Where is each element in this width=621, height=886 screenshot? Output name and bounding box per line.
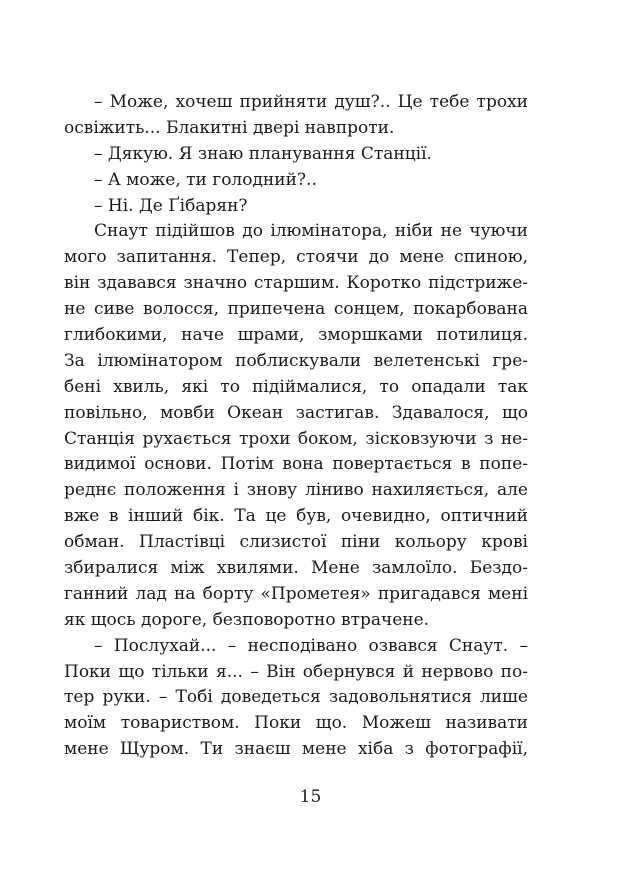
text-line: як щось дороге, безповоротно втрачене. bbox=[64, 609, 430, 630]
text-line: освіжить... Блакитні двері навпроти. bbox=[64, 117, 395, 138]
text-line: моїм товариством. Поки що. Можеш називати bbox=[64, 713, 528, 734]
text-line: За ілюмінатором поблискували велетенські гре- bbox=[64, 350, 528, 371]
text-line: – Може, хочеш прийняти душ?.. Це тебе трохи bbox=[94, 92, 528, 112]
text-line: – Послухай... – несподівано озвався Снаут. – bbox=[94, 635, 528, 656]
text-line: обман. Пластівці слизистої піни кольору крові bbox=[64, 532, 528, 553]
text-line: тер руки. – Тобі доведеться задовольнятися лише bbox=[64, 687, 528, 708]
text-line: мене Щуром. Ти знаєш мене хіба з фотографії, bbox=[64, 739, 528, 760]
text-line: видимої основи. Потім вона повертається в попе- bbox=[64, 454, 528, 475]
text-line: збиралися між хвилями. Мене замлоїло. Бездо- bbox=[64, 558, 528, 579]
text-line: Станція рухається трохи боком, зісковзуючи з не- bbox=[64, 428, 528, 449]
text-line: Поки що тільки я... – Він обернувся й нервово по- bbox=[64, 661, 528, 682]
text-line: – Дякую. Я знаю планування Станції. bbox=[94, 143, 432, 164]
text-line: глибокими, наче шрами, зморшками потилиця. bbox=[64, 325, 528, 346]
text-line: реднє положення і знову ліниво нахиляється, але bbox=[64, 480, 528, 501]
text-line: – А може, ти голодний?.. bbox=[94, 169, 317, 190]
text-line: ганний лад на борту «Прометея» пригадався мені bbox=[64, 583, 528, 604]
page-number: 15 bbox=[299, 787, 322, 807]
text-line: він здавався значно старшим. Коротко підстриже- bbox=[64, 273, 528, 294]
text-line: не сиве волосся, припечена сонцем, покарбована bbox=[64, 299, 528, 320]
page-body bbox=[64, 90, 528, 763]
text-line: Снаут підійшов до ілюмінатора, ніби не чуючи bbox=[94, 221, 528, 242]
text-line: мого запитання. Тепер, стоячи до мене спиною, bbox=[64, 247, 528, 268]
text-line: вже в інший бік. Та це був, очевидно, оптичний bbox=[64, 506, 528, 527]
text-line: – Ні. Де Ґібарян? bbox=[94, 195, 248, 216]
text-line: повільно, мовби Океан застигав. Здавалося, що bbox=[64, 402, 528, 423]
text-line: бені хвиль, які то підіймалися, то опадали так bbox=[64, 376, 528, 397]
